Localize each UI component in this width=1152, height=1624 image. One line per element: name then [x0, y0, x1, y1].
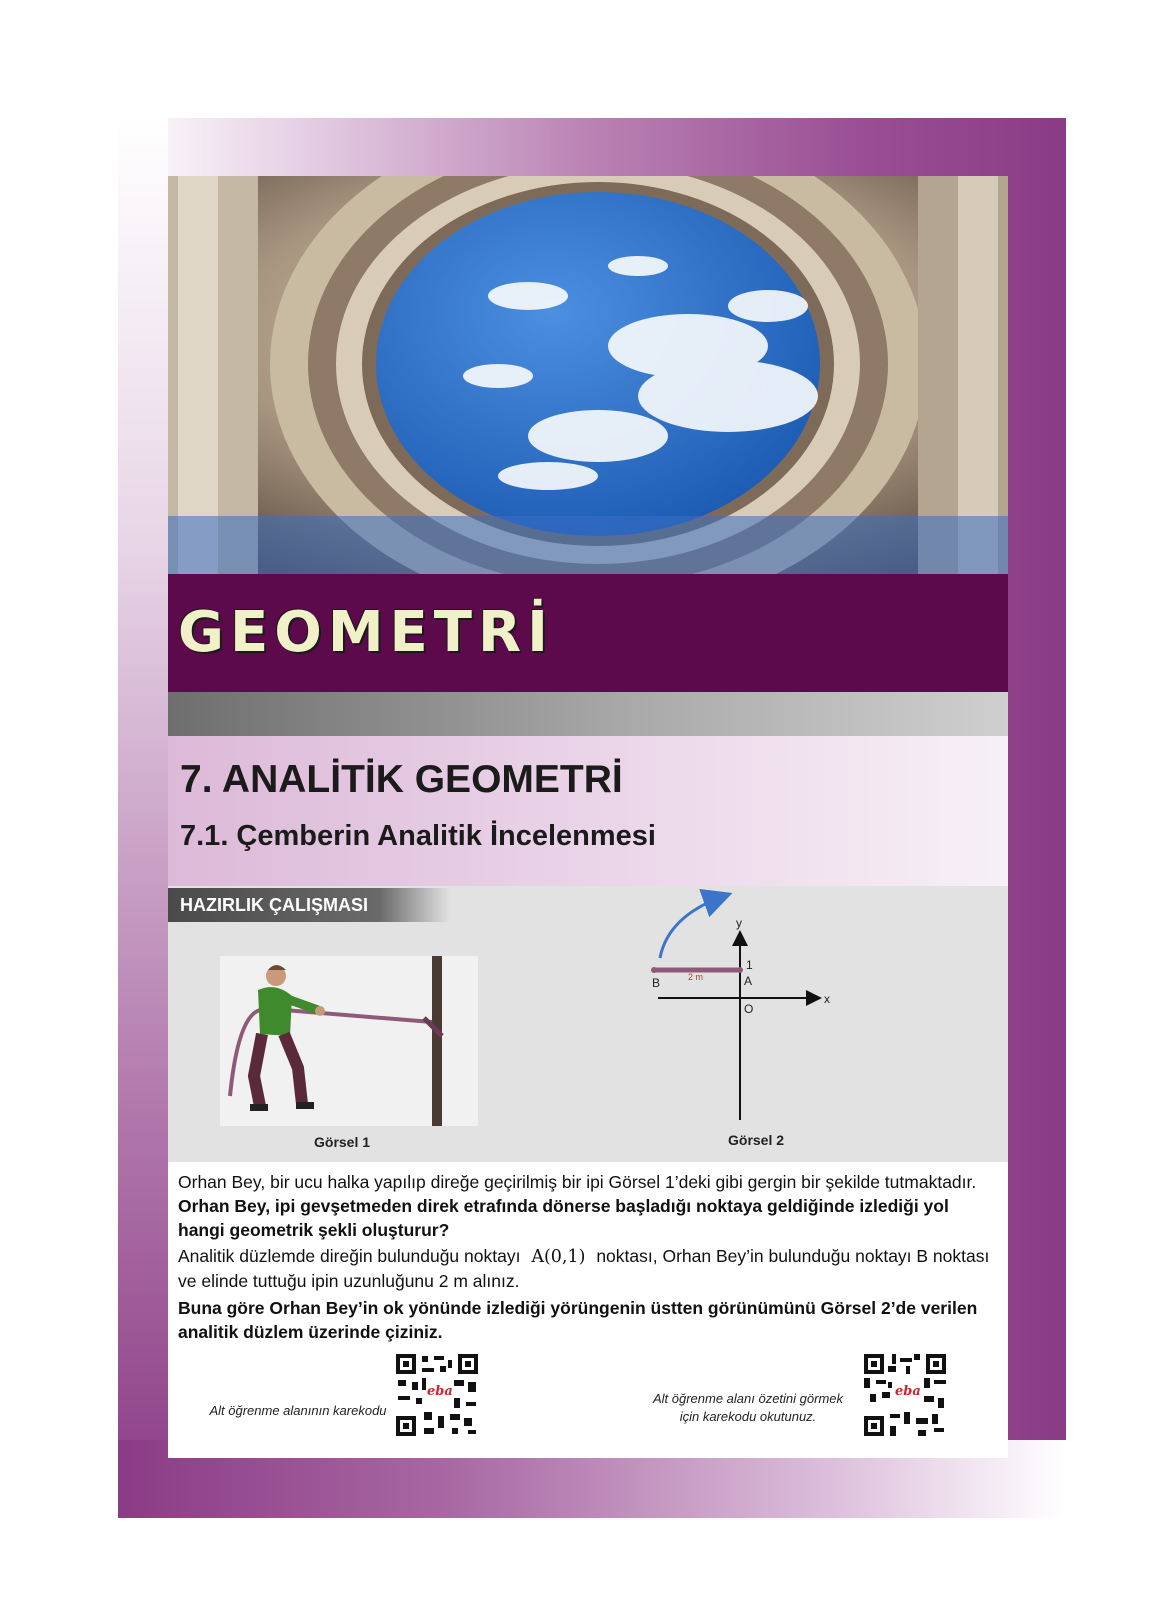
figure-2-caption: Görsel 2: [728, 1132, 785, 1148]
subject-band: [168, 574, 1008, 692]
origin-label: O: [744, 1002, 754, 1016]
man-pulling-rope-illustration: [220, 956, 478, 1126]
preparation-tag: [168, 888, 450, 922]
left-qr-code[interactable]: [394, 1352, 480, 1438]
right-qr-code[interactable]: [862, 1352, 948, 1438]
eba-logo: eba: [895, 1384, 921, 1399]
paragraph-2-question: Orhan Bey, ipi gevşetmeden direk etrafında dönerse başladığı noktaya geldiğinde izlediği yol hangi geometrik şekli oluşturur?: [178, 1196, 949, 1240]
cover-photo: [168, 176, 1008, 574]
point-a: [737, 967, 743, 973]
paragraph-3: [178, 1244, 998, 1293]
paragraph-3-part-1: Analitik düzlemde direğin bulunduğu noktayı: [178, 1246, 521, 1266]
x-axis-label: x: [824, 992, 830, 1006]
paragraph-1: Orhan Bey, bir ucu halka yapılıp direğe geçirilmiş bir ipi Görsel 1’deki gibi gergin bir şekilde tutmaktadır.: [178, 1172, 977, 1192]
direction-arrow: [660, 896, 724, 958]
paragraph-4-task: Buna göre Orhan Bey’in ok yönünde izlediği yörüngenin üstten görünümünü Görsel 2’de verilen analitik düzlem üzerinde çiziniz.: [178, 1298, 978, 1342]
point-b-label: B: [652, 976, 661, 990]
grey-strip: [168, 692, 1008, 736]
chapter-title: 7. ANALİTİK GEOMETRİ: [180, 758, 623, 801]
figure-1-caption: Görsel 1: [314, 1134, 371, 1150]
right-qr-note-line-2: için karekodu okutunuz.: [679, 1409, 817, 1424]
figure-1: [220, 956, 478, 1126]
preparation-section: [168, 886, 1008, 1162]
length-label: 2 m: [688, 972, 704, 982]
point-a-label: A: [744, 974, 753, 988]
eba-logo: eba: [427, 1384, 453, 1399]
preparation-tag-label: HAZIRLIK ÇALIŞMASI: [180, 895, 368, 915]
tick-one-label: 1: [746, 958, 753, 972]
y-axis-label: y: [736, 916, 742, 930]
right-qr-note: [638, 1390, 858, 1426]
problem-text: [168, 1162, 1008, 1458]
point-b: [651, 967, 657, 973]
paragraph-3-part-2: noktası, Orhan Bey’in bulunduğu noktayı B noktası ve elinde tuttuğu ipin uzunluğunu 2 m alınız.: [178, 1246, 990, 1291]
page-frame-left: [118, 118, 168, 1518]
right-qr-note-line-1: Alt öğrenme alanı özetini görmek: [652, 1391, 844, 1406]
dome-illustration: [168, 176, 1008, 574]
left-qr-note: Alt öğrenme alanının karekodu: [209, 1403, 387, 1418]
chapter-header: [168, 736, 1008, 886]
point-a-coordinates: A(0,1): [531, 1247, 586, 1267]
section-title: 7.1. Çemberin Analitik İncelenmesi: [180, 820, 656, 852]
subject-title: GEOMETRİ: [178, 600, 554, 665]
